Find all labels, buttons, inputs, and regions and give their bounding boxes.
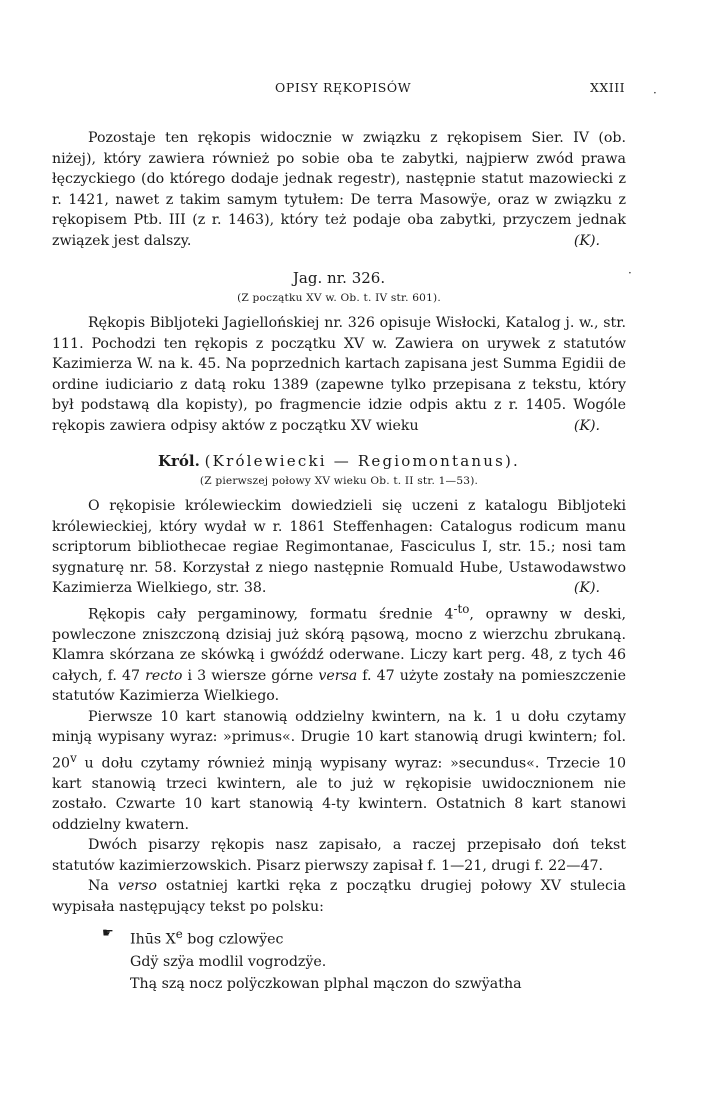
section-heading-krol [52,450,626,472]
paragraph-2 [52,313,626,436]
verse-line-1-text: bog czlowÿec [182,932,284,949]
section-subheading-jag: (Z początku XV w. Ob. t. IV str. 601). [237,292,441,304]
paragraph-5-text: Pierwsze 10 kart stanowią oddzielny kwintern, na k. 1 u dołu czytamy minją wypisany wyraz: »primus«. Drugie 10 kart stanowią drugi kwintern; fol. 20 [52,708,626,772]
italic-term: verso [117,878,157,895]
paragraph-4-text: , oprawny w deski, powleczone zniszczoną dzisiaj już skórą pąsową, mocno z wierzchu zbrukaną. Klamra skórzana ze skówką i gwóźdź oderwane. Liczy kart perg. 48, z tych 46 całych, f. 47 [52,606,627,684]
paragraph-1-text: Pozostaje ten rękopis widocznie w związku z rękopisem Sier. IV (ob. niżej), który zawiera również po sobie oba te zabytki, najpierw zwód prawa łęczyckiego (do którego dodaje jednak regestr), następnie statut mazowiecki z r. 1421, nawet z takim samym tytułem: De terra Masowÿe, oraz w związku z rękopisem Ptb. III (z r. 1463), który też podaje oba zabytki, przyczem jednak związek jest dalszy. [52,130,626,249]
paragraph-7-text: Na [88,878,118,895]
running-head-title: OPISY RĘKOPISÓW [275,80,412,95]
paragraph-5-text: u dołu czytamy również minją wypisany wyraz: »secundus«. Trzecie 10 kart stanowią trzeci kwintern, ale to już w rękopisie uwidocznionem nie zostało. Czwarte 10 kart stanowią 4-ty kwintern. Ostatnich 8 kart stanowi oddzielny kwatern. [52,755,626,833]
section-heading-krol-label: Król. [157,452,200,470]
verse-line-2: Gdÿ szÿa modlil vogrodzÿe. [130,954,327,971]
stray-mark: · [653,86,657,100]
paragraph-5 [52,707,626,836]
paragraph-1 [52,128,626,251]
superscript: v [70,750,77,765]
page-number: XXIII [590,80,626,95]
superscript: e [175,927,183,942]
paragraph-3 [52,496,626,599]
source-tag: (K). [573,232,600,249]
paragraph-4-text: Rękopis cały pergaminowy, formatu średnie 4 [88,606,454,623]
verse-line-3: Thą szą nocz polÿczkowan plphal mączon do szwÿatha [130,976,522,993]
paragraph-7 [52,876,626,917]
superscript: -to [453,601,470,616]
pointing-hand-icon: ☛ [102,926,114,942]
section-subheading-krol: (Z pierwszej połowy XV wieku Ob. t. II str. 1—53). [199,475,479,487]
paragraph-2-text: Rękopis Bibljoteki Jagiellońskiej nr. 326 opisuje Wisłocki, Katalog j. w., str. 111. Pochodzi ten rękopis z początku XV w. Zawiera on urywek z statutów Kazimierza W. na k. 45. Na poprzednich kartach zapisana jest Summa Egidii de ordine iudiciario z datą roku 1389 (zapewne tylko przepisana z tekstu, który był podstawą dla kopisty), po fragmencie idzie odpis aktu z r. 1405. Wogóle rękopis zawiera odpisy aktów z początku XV wieku [52,315,626,434]
paragraph-6-text: Dwóch pisarzy rękopis nasz zapisało, a raczej przepisało doń tekst statutów kazimierzowskich. Pisarz pierwszy zapisał f. 1—21, drugi f. 22—47. [52,837,626,874]
paragraph-7-text: ostatniej kartki ręka z początku drugiej połowy XV stulecia wypisała następujący tekst po polsku: [52,878,626,915]
running-head [0,80,720,100]
paragraph-6 [52,835,626,876]
quoted-verse [102,923,626,995]
verse-line-1-text: Ihūs X [130,932,176,949]
paragraph-4 [52,599,626,707]
verse-line-1 [130,923,626,951]
body-text [52,128,626,995]
source-tag: (K). [573,580,600,596]
italic-term: recto [145,667,183,684]
section-heading-krol-title: (Królewiecki — Regiomontanus). [204,452,521,470]
paragraph-3-text: O rękopisie królewieckim dowiedzieli się uczeni z katalogu Bibljoteki królewieckiej, który wydał w r. 1861 Steffenhagen: Catalogus rodicum manu scriptorum bibliothecae regiae Regimontanae, Fasciculus I, str. 15.; nosi tam sygnaturę nr. 58. Korzystał z niego następnie Romuald Hube, Ustawodawstwo Kazimierza Wielkiego, str. 38. [52,498,626,596]
stray-mark: · [628,266,632,280]
italic-term: versa [318,667,358,684]
paragraph-4-text: f. 47 użyte zostały na pomieszczenie statutów Kazimierza Wielkiego. [52,667,626,705]
section-heading-jag: Jag. nr. 326. [292,269,386,287]
source-tag: (K). [573,417,600,434]
paragraph-4-text: i 3 wiersze górne [182,667,319,684]
